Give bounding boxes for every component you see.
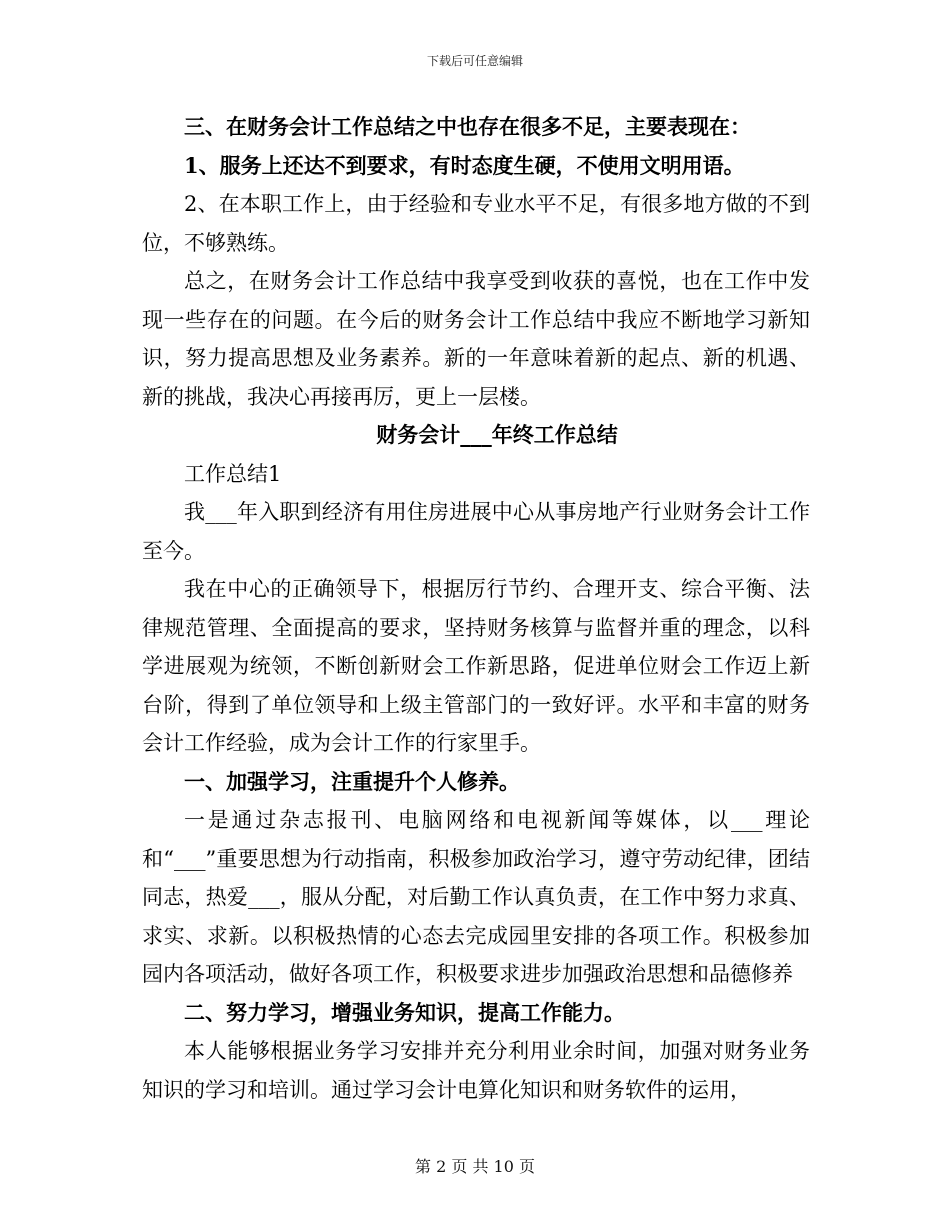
summary-paragraph: 总之，在财务会计工作总结中我享受到收获的喜悦，也在工作中发现一些存在的问题。在今后的财务会计工作总结中我应不断地学习新知识，努力提高思想及业务素养。新的一年意味着新的起点、新的机遇、新的挑战，我决心再接再厉，更上一层楼。 (142, 269, 810, 409)
section-heading-shortcomings: 三、在财务会计工作总结之中也存在很多不足，主要表现在： (184, 114, 751, 139)
shortcoming-item-1: 1、服务上还达不到要求，有时态度生硬，不使用文明用语。 (184, 152, 745, 178)
subtitle-work-summary-1: 工作总结1 (184, 461, 282, 486)
leadership-paragraph: 我在中心的正确领导下，根据厉行节约、合理开支、综合平衡、法律规范管理、全面提高的要求，坚持财务核算与监督并重的理念，以科学进展观为统领，不断创新财会工作新思路，促进单位财会工作迈上新台阶，得到了单位领导和上级主管部门的一致好评。水平和丰富的财务会计工作经验，成为会计工作的行家里手。 (142, 577, 810, 755)
document-body (142, 108, 810, 1109)
business-paragraph: 本人能够根据业务学习安排并充分利用业余时间，加强对财务业务知识的学习和培训。通过学习会计电算化知识和财务软件的运用， (142, 1039, 810, 1102)
page-header: 下载后可任意编辑 (426, 54, 523, 68)
document-title: 财务会计___年终工作总结 (376, 422, 618, 447)
page-footer: 第 2 页 共 10 页 (415, 1157, 535, 1176)
intro-paragraph: 我___年入职到经济有用住房进展中心从事房地产行业财务会计工作至今。 (142, 500, 810, 563)
section-heading-study: 一、加强学习，注重提升个人修养。 (184, 768, 520, 794)
shortcoming-item-2: 2、在本职工作上，由于经验和专业水平不足，有很多地方做的不到位，不够熟练。 (142, 192, 810, 255)
section-heading-business: 二、努力学习，增强业务知识，提高工作能力。 (184, 999, 625, 1025)
study-paragraph: 一是通过杂志报刊、电脑网络和电视新闻等媒体，以___理论和“___”重要思想为行动指南，积极参加政治学习，遵守劳动纪律，团结同志，热爱___，服从分配，对后勤工作认真负责，在工作中努力求真、求实、求新。以积极热情的心态去完成园里安排的各项工作。积极参加园内各项活动，做好各项工作，积极要求进步加强政治思想和品德修养 (142, 808, 810, 986)
